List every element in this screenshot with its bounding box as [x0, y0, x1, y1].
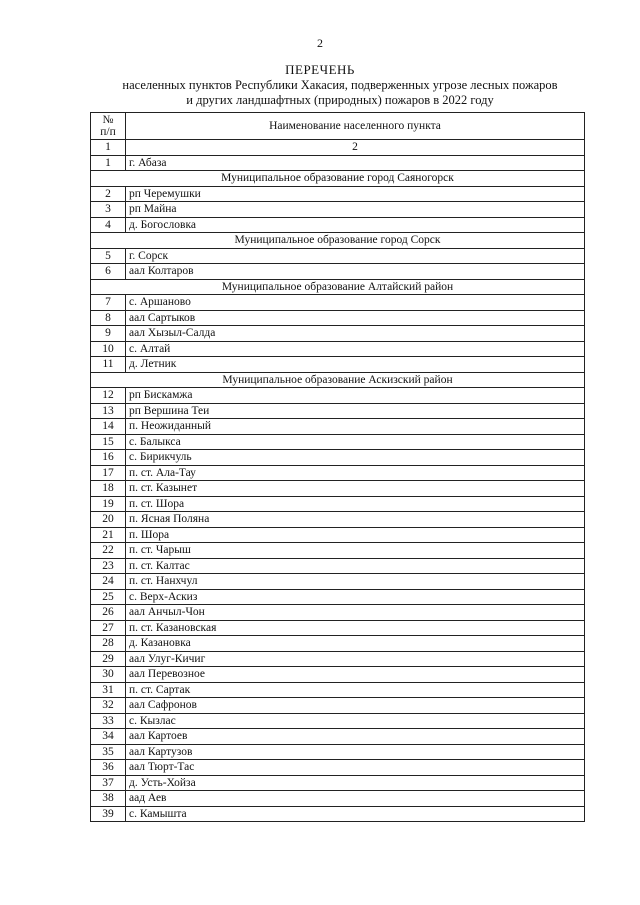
settlement-name: аал Анчыл-Чон	[126, 605, 585, 621]
row-number: 3	[91, 202, 126, 218]
table-row	[91, 667, 585, 683]
row-number: 1	[91, 155, 126, 171]
row-number: 33	[91, 713, 126, 729]
row-number: 23	[91, 558, 126, 574]
settlement-name: аал Сартыков	[126, 310, 585, 326]
row-number: 21	[91, 527, 126, 543]
row-number: 34	[91, 729, 126, 745]
settlement-name: аал Колтаров	[126, 264, 585, 280]
row-number: 35	[91, 744, 126, 760]
header-name: Наименование населенного пункта	[126, 113, 585, 140]
table-row	[91, 186, 585, 202]
table-row	[91, 403, 585, 419]
table-row	[91, 512, 585, 528]
table-row	[91, 713, 585, 729]
table-row	[91, 264, 585, 280]
subtitle-line-2: и других ландшафтных (природных) пожаров в 2022 году	[186, 93, 494, 107]
settlement-name: п. ст. Чарыш	[126, 543, 585, 559]
row-number: 4	[91, 217, 126, 233]
table-row	[91, 744, 585, 760]
settlement-name: аал Тюрт-Тас	[126, 760, 585, 776]
row-number: 39	[91, 806, 126, 822]
row-number: 19	[91, 496, 126, 512]
settlement-name: п. ст. Сартак	[126, 682, 585, 698]
row-number: 31	[91, 682, 126, 698]
section-title: Муниципальное образование город Саяногорск	[91, 171, 585, 187]
table-row	[91, 806, 585, 822]
table-row	[91, 217, 585, 233]
row-number: 27	[91, 620, 126, 636]
settlement-name: п. ст. Шора	[126, 496, 585, 512]
row-number: 36	[91, 760, 126, 776]
settlement-name: п. ст. Калтас	[126, 558, 585, 574]
settlement-name: с. Камышта	[126, 806, 585, 822]
row-number: 37	[91, 775, 126, 791]
table-row	[91, 791, 585, 807]
table-row	[91, 574, 585, 590]
settlement-name: аал Картоев	[126, 729, 585, 745]
settlement-name: д. Богословка	[126, 217, 585, 233]
settlement-name: аал Хызыл-Салда	[126, 326, 585, 342]
table-header-row	[91, 113, 585, 140]
table-row	[91, 760, 585, 776]
row-number: 2	[91, 186, 126, 202]
table-row	[91, 698, 585, 714]
row-number: 15	[91, 434, 126, 450]
row-number: 28	[91, 636, 126, 652]
settlement-name: п. ст. Ала-Тау	[126, 465, 585, 481]
table-row	[91, 202, 585, 218]
table-row	[91, 775, 585, 791]
settlement-name: с. Балыкса	[126, 434, 585, 450]
settlement-name: г. Абаза	[126, 155, 585, 171]
settlement-name: аал Перевозное	[126, 667, 585, 683]
section-row	[91, 279, 585, 295]
row-number: 25	[91, 589, 126, 605]
table-row	[91, 341, 585, 357]
table-row	[91, 527, 585, 543]
table-row	[91, 155, 585, 171]
row-number: 11	[91, 357, 126, 373]
settlement-name: г. Сорск	[126, 248, 585, 264]
settlement-name: аад Аев	[126, 791, 585, 807]
section-row	[91, 372, 585, 388]
table-row	[91, 310, 585, 326]
settlements-table	[90, 112, 585, 822]
section-title: Муниципальное образование город Сорск	[91, 233, 585, 249]
row-number: 6	[91, 264, 126, 280]
settlement-name: п. Неожиданный	[126, 419, 585, 435]
settlement-name: рп Майна	[126, 202, 585, 218]
row-number: 38	[91, 791, 126, 807]
settlement-name: с. Верх-Аскиз	[126, 589, 585, 605]
row-number: 24	[91, 574, 126, 590]
table-row	[91, 326, 585, 342]
row-number: 18	[91, 481, 126, 497]
settlement-name: аал Сафронов	[126, 698, 585, 714]
settlement-name: рп Вершина Теи	[126, 403, 585, 419]
header-number: № п/п	[91, 113, 126, 140]
table-row	[91, 605, 585, 621]
section-title: Муниципальное образование Алтайский район	[91, 279, 585, 295]
settlement-name: с. Аршаново	[126, 295, 585, 311]
row-number: 32	[91, 698, 126, 714]
table-row	[91, 682, 585, 698]
settlement-name: рп Черемушки	[126, 186, 585, 202]
settlement-name: п. Шора	[126, 527, 585, 543]
settlement-name: с. Бирикчуль	[126, 450, 585, 466]
row-number: 20	[91, 512, 126, 528]
table-row	[91, 465, 585, 481]
table-row	[91, 450, 585, 466]
table-row	[91, 434, 585, 450]
row-number: 30	[91, 667, 126, 683]
settlement-name: д. Усть-Хойза	[126, 775, 585, 791]
table-row	[91, 357, 585, 373]
settlement-name: д. Летник	[126, 357, 585, 373]
settlement-name: с. Кызлас	[126, 713, 585, 729]
row-number: 5	[91, 248, 126, 264]
settlement-name: д. Казановка	[126, 636, 585, 652]
table-row	[91, 419, 585, 435]
column-index-1: 1	[91, 140, 126, 156]
settlement-name: аал Улуг-Кичиг	[126, 651, 585, 667]
row-number: 9	[91, 326, 126, 342]
table-row	[91, 481, 585, 497]
table-row	[91, 729, 585, 745]
settlement-name: аал Картузов	[126, 744, 585, 760]
table-row	[91, 388, 585, 404]
table-row	[91, 558, 585, 574]
row-number: 7	[91, 295, 126, 311]
table-row	[91, 543, 585, 559]
table-body	[91, 155, 585, 822]
column-index-2: 2	[126, 140, 585, 156]
table-row	[91, 636, 585, 652]
table-row	[91, 651, 585, 667]
row-number: 13	[91, 403, 126, 419]
document-title: ПЕРЕЧЕНЬ	[285, 62, 355, 77]
settlement-name: рп Бискамжа	[126, 388, 585, 404]
row-number: 16	[91, 450, 126, 466]
section-row	[91, 233, 585, 249]
settlement-name: п. ст. Казановская	[126, 620, 585, 636]
table-row	[91, 589, 585, 605]
column-index-row	[91, 140, 585, 156]
settlement-name: с. Алтай	[126, 341, 585, 357]
section-row	[91, 171, 585, 187]
row-number: 22	[91, 543, 126, 559]
row-number: 8	[91, 310, 126, 326]
page-number: 2	[317, 36, 323, 50]
settlement-name: п. ст. Казынет	[126, 481, 585, 497]
table-row	[91, 295, 585, 311]
section-title: Муниципальное образование Аскизский район	[91, 372, 585, 388]
row-number: 29	[91, 651, 126, 667]
table-row	[91, 248, 585, 264]
settlement-name: п. Ясная Поляна	[126, 512, 585, 528]
settlement-name: п. ст. Нанхчул	[126, 574, 585, 590]
row-number: 26	[91, 605, 126, 621]
row-number: 12	[91, 388, 126, 404]
row-number: 10	[91, 341, 126, 357]
document-subtitle	[90, 78, 590, 108]
row-number: 14	[91, 419, 126, 435]
row-number: 17	[91, 465, 126, 481]
subtitle-line-1: населенных пунктов Республики Хакасия, подверженных угрозе лесных пожаров	[122, 78, 558, 92]
table-row	[91, 620, 585, 636]
table-row	[91, 496, 585, 512]
